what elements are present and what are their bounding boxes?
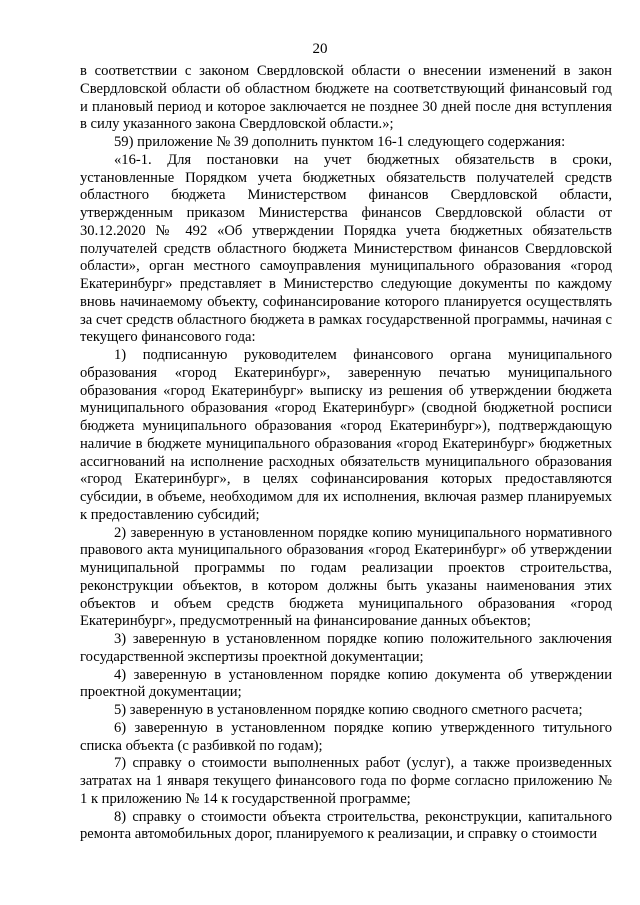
document-body [80, 63, 612, 844]
paragraph: 6) заверенную в установленном порядке копию утвержденного титульного списка объекта (с разбивкой по годам); [80, 719, 612, 754]
paragraph: 7) справку о стоимости выполненных работ (услуг), а также произведенных затратах на 1 января текущего финансового года по форме согласно приложению № 1 к приложению № 14 к государственной программе; [80, 755, 612, 807]
paragraph: 8) справку о стоимости объекта строительства, реконструкции, капитального ремонта автомобильных дорог, планируемого к реализации, и справку о стоимости [80, 808, 612, 843]
page-number: 20 [312, 41, 328, 57]
paragraph: 4) заверенную в установленном порядке копию документа об утверждении проектной документации; [80, 666, 612, 701]
paragraph: 5) заверенную в установленном порядке копию сводного сметного расчета; [114, 702, 583, 718]
paragraph: 2) заверенную в установленном порядке копию муниципального нормативного правового акта муниципального образования «город Екатеринбург» об утверждении муниципальной программы по годам реализации проектов строительства, реконструкции объектов, в котором должны быть указаны наименования этих объектов и объем средств бюджета муниципального образования «город Екатеринбург», предусмотренный на финансирование данных объектов; [80, 524, 612, 630]
paragraph: 1) подписанную руководителем финансового органа муниципального образования «город Екатеринбург», заверенную печатью муниципального образования «город Екатеринбург» выписку из решения об утверждении бюджета муниципального образования «город Екатеринбург» (сводной бюджетной росписи бюджета муниципального образования «город Екатеринбург»), подтверждающую наличие в бюджете муниципального образования «город Екатеринбург» бюджетных ассигнований на исполнение расходных обязательств муниципального образования «город Екатеринбург», в целях софинансирования которых предоставляются субсидии, в объеме, необходимом для их исполнения, включая размер планируемых к предоставлению субсидий; [80, 347, 612, 523]
paragraph: в соответствии с законом Свердловской области о внесении изменений в закон Свердловской области об областном бюджете на соответствующий финансовый год и плановый период и которое заключается не позднее 30 дней после дня вступления в силу указанного закона Свердловской области.»; [80, 63, 612, 133]
paragraph: «16-1. Для постановки на учет бюджетных обязательств в сроки, установленные Порядком учета бюджетных обязательств получателей средств областного бюджета Министерством финансов Свердловской области, утвержденным приказом Министерства финансов Свердловской области от 30.12.2020 № 492 «Об утверждении Порядка учета бюджетных обязательств получателей средств областного бюджета Министерством финансов Свердловской области», орган местного самоуправления муниципального образования «город Екатеринбург» представляет в Министерство следующие документы по каждому вновь начинаемому объекту, софинансирование которого планируется осуществлять за счет средств областного бюджета в рамках государственной программы, начиная с текущего финансового года: [80, 151, 612, 346]
paragraph: 59) приложение № 39 дополнить пунктом 16-1 следующего содержания: [114, 134, 566, 150]
paragraph: 3) заверенную в установленном порядке копию положительного заключения государственной экспертизы проектной документации; [80, 631, 612, 665]
